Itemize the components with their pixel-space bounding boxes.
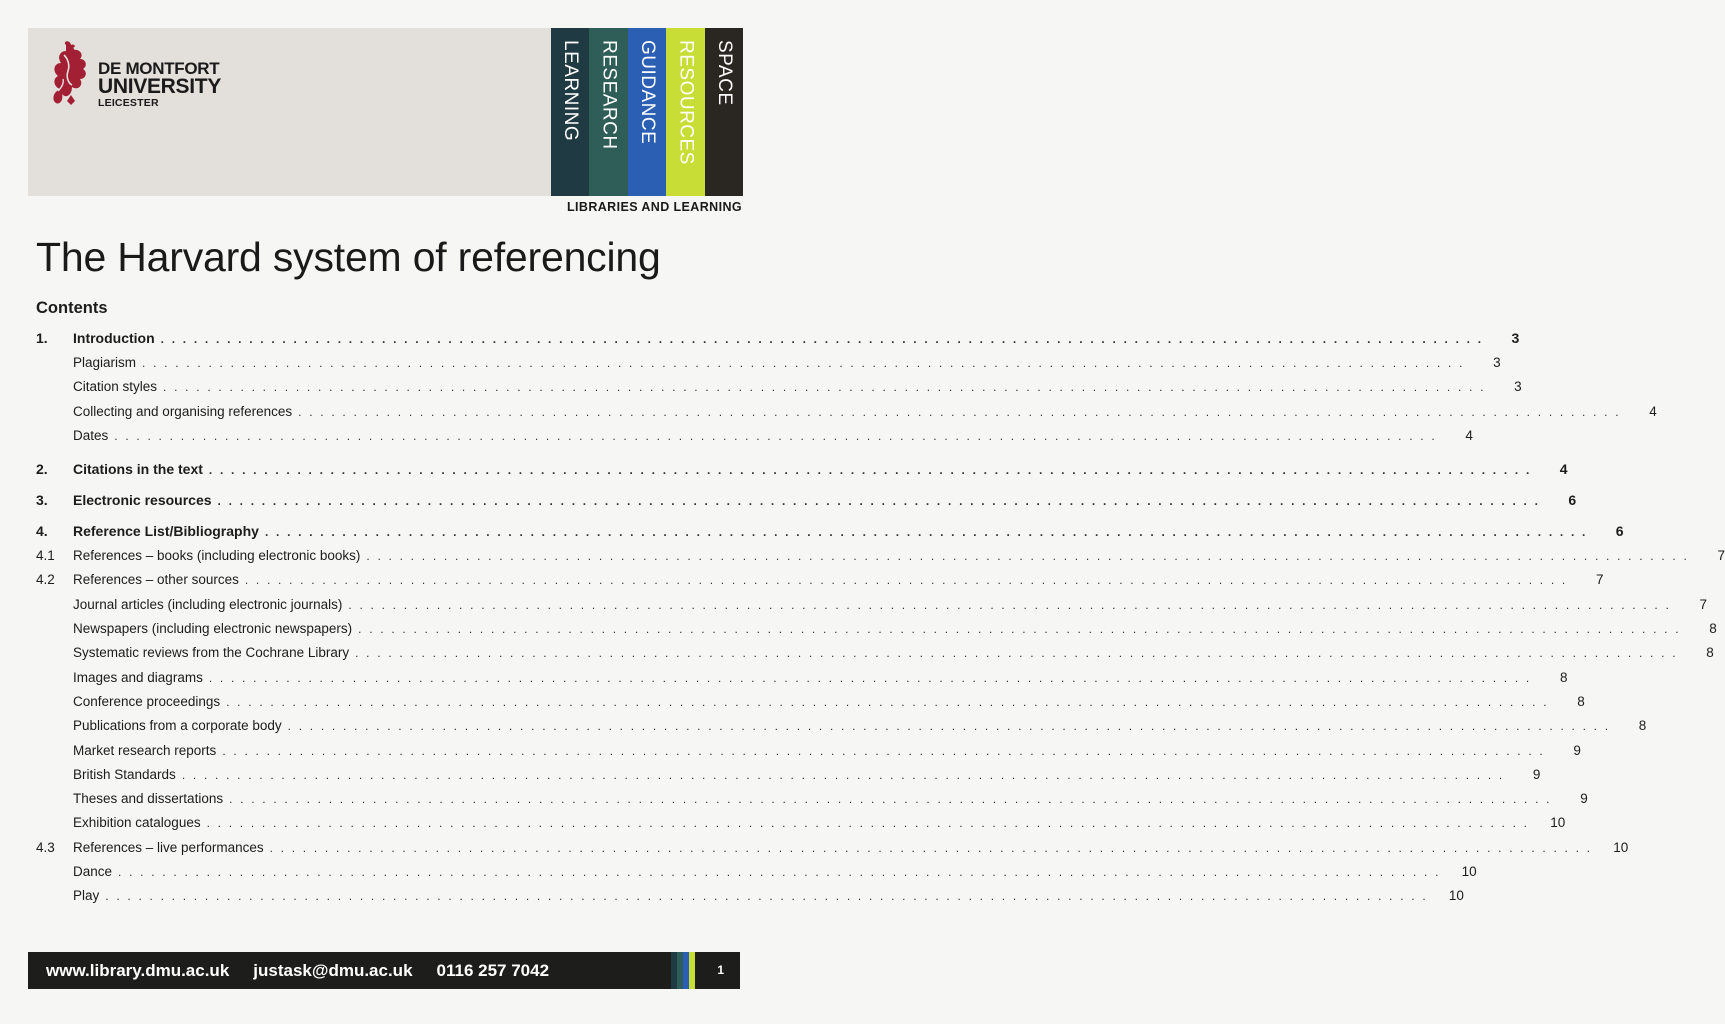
stripe-research xyxy=(589,28,627,196)
toc-entry-title: Play xyxy=(73,888,100,903)
toc-dot-leader: . . . . . . . . . . . . . . . . . . . . . . . . . . . . . . . . . . . . . . . . . . . . . . . . . . . . . . . . . . . . . . . . . . . . . . . . . . . . . . . . . . . . . . . . . . . . . . . . . . . . . . . . . . . . . . . . . . . . . . . . xyxy=(269,841,1593,855)
toc-entry-title: Publications from a corporate body xyxy=(73,718,282,733)
stripe-space xyxy=(705,28,743,196)
toc-entry-title: Dates xyxy=(73,428,109,443)
toc-dot-leader: . . . . . . . . . . . . . . . . . . . . . . . . . . . . . . . . . . . . . . . . . . . . . . . . . . . . . . . . . . . . . . . . . . . . . . . . . . . . . . . . . . . . . . . . . . . . . . . . . . . . . . . . . . . . . . . . . . . . . . . . xyxy=(298,405,1621,419)
toc-entry-title: Systematic reviews from the Cochrane Library xyxy=(73,645,350,660)
toc-page-number: 10 xyxy=(1448,888,1464,903)
toc-dot-leader: . . . . . . . . . . . . . . . . . . . . . . . . . . . . . . . . . . . . . . . . . . . . . . . . . . . . . . . . . . . . . . . . . . . . . . . . . . . . . . . . . . . . . . . . . . . . . . . . . . . . . . . . . . . . . . . . . . . . . . . . xyxy=(217,494,1541,508)
toc-row[interactable] xyxy=(36,864,1477,882)
university-name xyxy=(98,60,221,109)
toc-dot-leader: . . . . . . . . . . . . . . . . . . . . . . . . . . . . . . . . . . . . . . . . . . . . . . . . . . . . . . . . . . . . . . . . . . . . . . . . . . . . . . . . . . . . . . . . . . . . . . . . . . . . . . . . . . . . . . . . . . . . . . . . xyxy=(114,429,1437,443)
stripe-resources xyxy=(666,28,704,196)
toc-page-number: 9 xyxy=(1573,743,1581,758)
stripe-learning xyxy=(551,28,589,196)
toc-page-number: 8 xyxy=(1638,718,1647,733)
toc-entry-title: References – live performances xyxy=(73,840,264,855)
toc-entry-title: Theses and dissertations xyxy=(73,791,224,806)
toc-row[interactable] xyxy=(36,621,1717,639)
toc-row[interactable] xyxy=(36,379,1522,397)
toc-page-number: 4 xyxy=(1649,404,1657,419)
toc-page-number: 6 xyxy=(1568,492,1577,508)
toc-page-number: 10 xyxy=(1461,864,1477,879)
toc-dot-leader: . . . . . . . . . . . . . . . . . . . . . . . . . . . . . . . . . . . . . . . . . . . . . . . . . . . . . . . . . . . . . . . . . . . . . . . . . . . . . . . . . . . . . . . . . . . . . . . . . . . . . . . . . . . . . . . . . . . . . . . . xyxy=(181,768,1505,782)
toc-entry-title: Dance xyxy=(73,864,113,879)
toc-row[interactable] xyxy=(36,461,1568,479)
toc-dot-leader: . . . . . . . . . . . . . . . . . . . . . . . . . . . . . . . . . . . . . . . . . . . . . . . . . . . . . . . . . . . . . . . . . . . . . . . . . . . . . . . . . . . . . . . . . . . . . . . . . . . . . . . . . . . . . . . . . . . . . . . . xyxy=(105,889,1428,903)
stripe-label: RESEARCH xyxy=(598,40,620,150)
toc-page-number: 3 xyxy=(1493,355,1501,370)
toc-dot-leader: . . . . . . . . . . . . . . . . . . . . . . . . . . . . . . . . . . . . . . . . . . . . . . . . . . . . . . . . . . . . . . . . . . . . . . . . . . . . . . . . . . . . . . . . . . . . . . . . . . . . . . . . . . . . . . . . . . . . . . . . xyxy=(222,744,1545,758)
stripe-label: GUIDANCE xyxy=(636,40,658,145)
footer-bar xyxy=(28,952,740,989)
stripe-label: LEARNING xyxy=(560,40,582,142)
toc-page-number: 7 xyxy=(1699,597,1707,612)
toc-row[interactable] xyxy=(36,791,1588,809)
toc-section-number: 4.2 xyxy=(36,572,55,587)
toc-section-number: 4.1 xyxy=(36,548,55,563)
toc-page-number: 9 xyxy=(1532,767,1541,782)
toc-row[interactable] xyxy=(36,330,1520,348)
toc-row[interactable] xyxy=(36,815,1566,833)
toc-row[interactable] xyxy=(36,404,1657,422)
university-name-line3: LEICESTER xyxy=(98,97,159,109)
toc-page-number: 8 xyxy=(1577,694,1585,709)
toc-section-number: 3. xyxy=(36,492,48,508)
footer-stripes xyxy=(671,952,695,989)
contents-heading: Contents xyxy=(36,299,108,317)
toc-dot-leader: . . . . . . . . . . . . . . . . . . . . . . . . . . . . . . . . . . . . . . . . . . . . . . . . . . . . . . . . . . . . . . . . . . . . . . . . . . . . . . . . . . . . . . . . . . . . . . . . . . . . . . . . . . . . . . . . . . . . . . . . xyxy=(355,646,1678,660)
toc-dot-leader: . . . . . . . . . . . . . . . . . . . . . . . . . . . . . . . . . . . . . . . . . . . . . . . . . . . . . . . . . . . . . . . . . . . . . . . . . . . . . . . . . . . . . . . . . . . . . . . . . . . . . . . . . . . . . . . . . . . . . . . . xyxy=(264,525,1588,539)
toc-dot-leader: . . . . . . . . . . . . . . . . . . . . . . . . . . . . . . . . . . . . . . . . . . . . . . . . . . . . . . . . . . . . . . . . . . . . . . . . . . . . . . . . . . . . . . . . . . . . . . . . . . . . . . . . . . . . . . . . . . . . . . . . xyxy=(142,356,1465,370)
toc-section-number: 4.3 xyxy=(36,840,55,855)
toc-entry-title: Plagiarism xyxy=(73,355,137,370)
toc-page-number: 10 xyxy=(1613,840,1629,855)
toc-row[interactable] xyxy=(36,718,1647,736)
toc-entry-title: References – other sources xyxy=(73,572,239,587)
toc-page-number: 3 xyxy=(1514,379,1522,394)
toc-entry-title: Citations in the text xyxy=(73,461,203,477)
toc-dot-leader: . . . . . . . . . . . . . . . . . . . . . . . . . . . . . . . . . . . . . . . . . . . . . . . . . . . . . . . . . . . . . . . . . . . . . . . . . . . . . . . . . . . . . . . . . . . . . . . . . . . . . . . . . . . . . . . . . . . . . . . . xyxy=(208,671,1532,685)
toc-row[interactable] xyxy=(36,767,1541,785)
toc-row[interactable] xyxy=(36,355,1501,373)
footer-contacts xyxy=(46,961,573,981)
toc-entry-title: Citation styles xyxy=(73,379,158,394)
toc-page-number: 3 xyxy=(1511,330,1520,346)
toc-dot-leader: . . . . . . . . . . . . . . . . . . . . . . . . . . . . . . . . . . . . . . . . . . . . . . . . . . . . . . . . . . . . . . . . . . . . . . . . . . . . . . . . . . . . . . . . . . . . . . . . . . . . . . . . . . . . . . . . . . . . . . . . xyxy=(226,695,1549,709)
toc-section-number: 4. xyxy=(36,523,48,539)
stripe-label: RESOURCES xyxy=(675,40,697,165)
department-tagline: LIBRARIES AND LEARNING xyxy=(566,200,742,214)
toc-row[interactable] xyxy=(36,888,1464,906)
toc-entry-title: Collecting and organising references xyxy=(73,404,293,419)
toc-row[interactable] xyxy=(36,492,1577,510)
toc-dot-leader: . . . . . . . . . . . . . . . . . . . . . . . . . . . . . . . . . . . . . . . . . . . . . . . . . . . . . . . . . . . . . . . . . . . . . . . . . . . . . . . . . . . . . . . . . . . . . . . . . . . . . . . . . . . . . . . . . . . . . . . . xyxy=(229,792,1552,806)
toc-entry-title: Market research reports xyxy=(73,743,217,758)
toc-row[interactable] xyxy=(36,597,1707,615)
university-name-line2: UNIVERSITY xyxy=(98,75,222,98)
toc-dot-leader: . . . . . . . . . . . . . . . . . . . . . . . . . . . . . . . . . . . . . . . . . . . . . . . . . . . . . . . . . . . . . . . . . . . . . . . . . . . . . . . . . . . . . . . . . . . . . . . . . . . . . . . . . . . . . . . . . . . . . . . . xyxy=(163,380,1486,394)
footer-phone: 0116 257 7042 xyxy=(436,961,550,980)
griffin-crest-icon xyxy=(44,39,106,113)
toc-entry-title: Newspapers (including electronic newspapers) xyxy=(73,621,353,636)
toc-page-number: 4 xyxy=(1559,461,1568,477)
toc-entry-title: References – books (including electronic books) xyxy=(73,548,361,563)
toc-row[interactable] xyxy=(36,694,1585,712)
toc-dot-leader: . . . . . . . . . . . . . . . . . . . . . . . . . . . . . . . . . . . . . . . . . . . . . . . . . . . . . . . . . . . . . . . . . . . . . . . . . . . . . . . . . . . . . . . . . . . . . . . . . . . . . . . . . . . . . . . . . . . . . . . . xyxy=(244,573,1568,587)
toc-page-number: 4 xyxy=(1465,428,1473,443)
toc-entry-title: Reference List/Bibliography xyxy=(73,523,259,539)
toc-entry-title: Introduction xyxy=(73,330,155,346)
footer-stripe xyxy=(689,952,695,989)
toc-entry-title: Conference proceedings xyxy=(73,694,221,709)
toc-row[interactable] xyxy=(36,840,1629,858)
toc-page-number: 6 xyxy=(1615,523,1624,539)
page-number: 1 xyxy=(717,963,724,977)
toc-dot-leader: . . . . . . . . . . . . . . . . . . . . . . . . . . . . . . . . . . . . . . . . . . . . . . . . . . . . . . . . . . . . . . . . . . . . . . . . . . . . . . . . . . . . . . . . . . . . . . . . . . . . . . . . . . . . . . . . . . . . . . . . xyxy=(287,719,1611,733)
toc-entry-title: British Standards xyxy=(73,767,176,782)
toc-dot-leader: . . . . . . . . . . . . . . . . . . . . . . . . . . . . . . . . . . . . . . . . . . . . . . . . . . . . . . . . . . . . . . . . . . . . . . . . . . . . . . . . . . . . . . . . . . . . . . . . . . . . . . . . . . . . . . . . . . . . . . . . xyxy=(208,463,1532,477)
toc-entry-title: Journal articles (including electronic journals) xyxy=(73,597,343,612)
toc-dot-leader: . . . . . . . . . . . . . . . . . . . . . . . . . . . . . . . . . . . . . . . . . . . . . . . . . . . . . . . . . . . . . . . . . . . . . . . . . . . . . . . . . . . . . . . . . . . . . . . . . . . . . . . . . . . . . . . . . . . . . . . . xyxy=(160,332,1484,346)
toc-page-number: 9 xyxy=(1580,791,1588,806)
toc-page-number: 7 xyxy=(1595,572,1604,587)
toc-page-number: 7 xyxy=(1717,548,1725,563)
header-banner xyxy=(28,28,743,196)
toc-row[interactable] xyxy=(36,743,1581,761)
toc-dot-leader: . . . . . . . . . . . . . . . . . . . . . . . . . . . . . . . . . . . . . . . . . . . . . . . . . . . . . . . . . . . . . . . . . . . . . . . . . . . . . . . . . . . . . . . . . . . . . . . . . . . . . . . . . . . . . . . . . . . . . . . . xyxy=(358,622,1681,636)
toc-row[interactable] xyxy=(36,670,1568,688)
university-name-line1: DE MONTFORT xyxy=(98,59,220,78)
page-title: The Harvard system of referencing xyxy=(36,234,661,280)
footer-email-link[interactable]: justask@dmu.ac.uk xyxy=(253,961,413,980)
toc-page-number: 8 xyxy=(1559,670,1568,685)
toc-section-number: 2. xyxy=(36,461,48,477)
theme-stripes xyxy=(551,28,743,196)
toc-row[interactable] xyxy=(36,572,1604,590)
footer-website-link[interactable]: www.library.dmu.ac.uk xyxy=(46,961,230,980)
toc-entry-title: Electronic resources xyxy=(73,492,212,508)
toc-row[interactable] xyxy=(36,548,1725,566)
toc-dot-leader: . . . . . . . . . . . . . . . . . . . . . . . . . . . . . . . . . . . . . . . . . . . . . . . . . . . . . . . . . . . . . . . . . . . . . . . . . . . . . . . . . . . . . . . . . . . . . . . . . . . . . . . . . . . . . . . . . . . . . . . . xyxy=(366,549,1690,563)
toc-section-number: 1. xyxy=(36,330,48,346)
stripe-guidance xyxy=(628,28,666,196)
toc-row[interactable] xyxy=(36,523,1624,541)
toc-dot-leader: . . . . . . . . . . . . . . . . . . . . . . . . . . . . . . . . . . . . . . . . . . . . . . . . . . . . . . . . . . . . . . . . . . . . . . . . . . . . . . . . . . . . . . . . . . . . . . . . . . . . . . . . . . . . . . . . . . . . . . . . xyxy=(206,816,1530,830)
toc-page-number: 10 xyxy=(1550,815,1566,830)
toc-entry-title: Exhibition catalogues xyxy=(73,815,201,830)
toc-page-number: 8 xyxy=(1706,645,1714,660)
toc-page-number: 8 xyxy=(1709,621,1717,636)
stripe-label: SPACE xyxy=(713,40,735,106)
toc-dot-leader: . . . . . . . . . . . . . . . . . . . . . . . . . . . . . . . . . . . . . . . . . . . . . . . . . . . . . . . . . . . . . . . . . . . . . . . . . . . . . . . . . . . . . . . . . . . . . . . . . . . . . . . . . . . . . . . . . . . . . . . . xyxy=(348,598,1671,612)
toc-row[interactable] xyxy=(36,428,1473,446)
toc-dot-leader: . . . . . . . . . . . . . . . . . . . . . . . . . . . . . . . . . . . . . . . . . . . . . . . . . . . . . . . . . . . . . . . . . . . . . . . . . . . . . . . . . . . . . . . . . . . . . . . . . . . . . . . . . . . . . . . . . . . . . . . . xyxy=(118,865,1441,879)
toc-entry-title: Images and diagrams xyxy=(73,670,203,685)
toc-row[interactable] xyxy=(36,645,1714,663)
